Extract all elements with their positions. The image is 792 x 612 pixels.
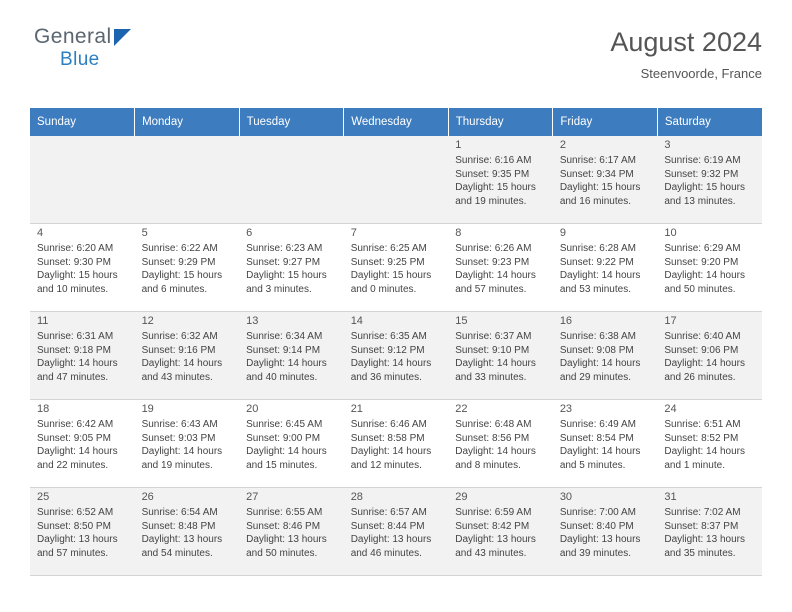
day-info-line: Sunrise: 6:19 AM — [664, 155, 741, 167]
day-info-line: Daylight: 13 hours — [559, 534, 641, 546]
calendar-day-cell[interactable] — [239, 488, 344, 576]
day-info-line: Sunrise: 7:02 AM — [664, 507, 741, 519]
calendar-day-cell[interactable] — [135, 488, 240, 576]
page-header — [30, 26, 762, 98]
day-number: 14 — [350, 315, 363, 327]
weekday-header-wednesday: Wednesday — [344, 108, 449, 136]
calendar-body — [30, 136, 762, 576]
day-number: 22 — [455, 403, 468, 415]
day-info-line: and 5 minutes. — [559, 459, 626, 471]
day-info-line: and 1 minute. — [664, 459, 725, 471]
day-info-line: Daylight: 14 hours — [37, 446, 118, 458]
day-info-line: Sunset: 8:56 PM — [455, 432, 530, 444]
day-info-line: and 39 minutes. — [559, 547, 631, 559]
day-info-line: and 46 minutes. — [350, 547, 422, 559]
day-info-line: Daylight: 14 hours — [664, 446, 745, 458]
day-info-line: Sunrise: 6:43 AM — [141, 419, 218, 431]
day-info-line: and 19 minutes. — [455, 195, 527, 207]
day-info-line: Daylight: 15 hours — [664, 182, 745, 194]
day-info-line: Daylight: 14 hours — [141, 358, 223, 370]
weekday-header-tuesday: Tuesday — [239, 108, 344, 136]
day-info-line: Sunset: 9:30 PM — [37, 256, 111, 268]
flag-icon — [114, 29, 131, 46]
day-info-line: and 40 minutes. — [246, 371, 318, 383]
day-number: 24 — [664, 403, 677, 415]
day-number: 21 — [350, 403, 363, 415]
calendar-day-cell[interactable] — [553, 224, 658, 312]
day-info-line: Daylight: 13 hours — [37, 534, 118, 546]
day-number: 26 — [141, 491, 154, 503]
page-subtitle: Steenvoorde, France — [640, 66, 762, 81]
day-info-line: and 50 minutes. — [664, 283, 736, 295]
day-info-line: Sunset: 8:48 PM — [141, 520, 216, 532]
day-number: 5 — [141, 227, 148, 239]
day-info-line: Sunset: 9:27 PM — [246, 256, 321, 268]
day-number: 23 — [559, 403, 573, 415]
day-info-line: Sunrise: 6:52 AM — [37, 507, 114, 519]
day-info-line: Sunrise: 6:16 AM — [455, 155, 532, 167]
day-info-line: Sunrise: 6:29 AM — [664, 243, 741, 255]
calendar-day-cell[interactable] — [657, 224, 762, 312]
day-info-line: Sunset: 9:18 PM — [37, 344, 111, 356]
day-number: 28 — [350, 491, 363, 503]
calendar-week-row — [30, 224, 762, 312]
day-info-line: Sunrise: 6:51 AM — [664, 419, 741, 431]
day-info-line: Sunset: 8:40 PM — [559, 520, 634, 532]
day-info-line: Sunrise: 6:32 AM — [141, 331, 218, 343]
calendar-day-cell[interactable] — [448, 136, 553, 224]
day-info-line: and 16 minutes. — [559, 195, 631, 207]
day-info-line: Daylight: 14 hours — [664, 358, 745, 370]
day-number: 1 — [455, 139, 462, 151]
day-info-line: and 57 minutes. — [37, 547, 109, 559]
day-info-line: and 47 minutes. — [37, 371, 109, 383]
day-info-line: Daylight: 14 hours — [664, 270, 745, 282]
day-info-line: Sunset: 8:37 PM — [664, 520, 739, 532]
day-info-line: and 29 minutes. — [559, 371, 631, 383]
logo-blue-text: Blue — [60, 49, 100, 70]
day-info-line: Sunset: 8:44 PM — [350, 520, 425, 532]
calendar-day-cell[interactable] — [553, 488, 658, 576]
day-info-line: Sunrise: 6:34 AM — [246, 331, 323, 343]
day-info-line: and 6 minutes. — [141, 283, 208, 295]
day-info-line: Sunrise: 6:45 AM — [246, 419, 323, 431]
day-info-line: Sunset: 9:29 PM — [141, 256, 216, 268]
day-number: 9 — [559, 227, 566, 239]
calendar-week-row — [30, 136, 762, 224]
day-info-line: and 8 minutes. — [455, 459, 521, 471]
weekday-header-saturday: Saturday — [657, 108, 762, 136]
day-info-line: Sunset: 8:50 PM — [37, 520, 111, 532]
day-info-line: Daylight: 15 hours — [559, 182, 641, 194]
calendar-day-cell[interactable] — [30, 400, 135, 488]
calendar-day-cell[interactable] — [135, 312, 240, 400]
day-info-line: Sunrise: 6:25 AM — [350, 243, 427, 255]
day-info-line: Sunset: 9:05 PM — [37, 432, 111, 444]
day-info-line: Sunset: 8:54 PM — [559, 432, 634, 444]
day-number: 4 — [37, 227, 44, 239]
day-info-line: Daylight: 13 hours — [141, 534, 223, 546]
logo-top-row — [34, 26, 131, 48]
day-info-line: Sunrise: 6:37 AM — [455, 331, 532, 343]
day-info-line: and 22 minutes. — [37, 459, 109, 471]
calendar-day-cell[interactable] — [553, 400, 658, 488]
day-info-line: Sunset: 9:25 PM — [350, 256, 425, 268]
calendar-day-cell[interactable] — [448, 488, 553, 576]
day-number: 10 — [664, 227, 677, 239]
day-info-line: and 15 minutes. — [246, 459, 318, 471]
calendar-day-cell[interactable] — [657, 136, 762, 224]
day-number: 13 — [246, 315, 259, 327]
calendar-day-cell[interactable] — [657, 312, 762, 400]
day-number: 25 — [37, 491, 50, 503]
day-info-line: Sunset: 9:34 PM — [559, 168, 634, 180]
day-number: 19 — [141, 403, 154, 415]
day-info-line: Daylight: 14 hours — [141, 446, 223, 458]
day-info-line: Daylight: 13 hours — [664, 534, 745, 546]
day-info-line: Daylight: 14 hours — [246, 358, 327, 370]
day-number: 8 — [455, 227, 462, 239]
day-info-line: Daylight: 14 hours — [455, 358, 536, 370]
calendar-day-cell[interactable] — [657, 488, 762, 576]
day-number: 16 — [559, 315, 573, 327]
calendar-day-cell-empty — [135, 136, 240, 224]
day-info-line: and 10 minutes. — [37, 283, 109, 295]
day-info-line: and 19 minutes. — [141, 459, 213, 471]
day-info-line: Sunset: 9:06 PM — [664, 344, 739, 356]
day-info-line: and 35 minutes. — [664, 547, 736, 559]
day-number: 20 — [246, 403, 259, 415]
day-info-line: Sunrise: 6:28 AM — [559, 243, 636, 255]
calendar-day-cell[interactable] — [135, 224, 240, 312]
weekday-header-thursday: Thursday — [448, 108, 553, 136]
day-info-line: and 13 minutes. — [664, 195, 736, 207]
day-info-line: and 0 minutes. — [350, 283, 417, 295]
day-info-line: Sunrise: 6:40 AM — [664, 331, 741, 343]
calendar-header-row — [30, 108, 762, 136]
calendar-day-cell[interactable] — [30, 312, 135, 400]
day-info-line: Sunset: 9:03 PM — [141, 432, 216, 444]
day-info-line: Daylight: 14 hours — [559, 270, 641, 282]
day-number: 6 — [246, 227, 253, 239]
day-info-line: Sunrise: 6:57 AM — [350, 507, 427, 519]
day-info-line: Sunset: 8:46 PM — [246, 520, 321, 532]
day-info-line: and 33 minutes. — [455, 371, 527, 383]
day-info-line: Sunset: 9:10 PM — [455, 344, 530, 356]
day-info-line: Sunrise: 6:59 AM — [455, 507, 532, 519]
calendar-week-row — [30, 312, 762, 400]
day-info-line: Daylight: 13 hours — [350, 534, 432, 546]
calendar-day-cell[interactable] — [135, 400, 240, 488]
calendar-day-cell[interactable] — [239, 312, 344, 400]
day-number: 3 — [664, 139, 671, 151]
day-number: 2 — [559, 139, 566, 151]
logo[interactable] — [30, 26, 131, 71]
day-info-line: Sunrise: 6:22 AM — [141, 243, 218, 255]
day-info-line: Sunrise: 6:31 AM — [37, 331, 114, 343]
day-info-line: Daylight: 14 hours — [455, 446, 536, 458]
day-info-line: Sunrise: 6:26 AM — [455, 243, 532, 255]
day-info-line: Sunrise: 6:38 AM — [559, 331, 636, 343]
day-info-line: Sunrise: 6:54 AM — [141, 507, 218, 519]
day-number: 29 — [455, 491, 468, 503]
day-number: 15 — [455, 315, 468, 327]
calendar-day-cell[interactable] — [344, 400, 449, 488]
day-info-line: Sunrise: 7:00 AM — [559, 507, 636, 519]
calendar-day-cell-empty — [344, 136, 449, 224]
calendar-day-cell[interactable] — [448, 224, 553, 312]
day-info-line: Sunset: 9:20 PM — [664, 256, 739, 268]
calendar-day-cell[interactable] — [30, 488, 135, 576]
day-info-line: Daylight: 14 hours — [350, 446, 432, 458]
day-info-line: Sunset: 9:08 PM — [559, 344, 634, 356]
calendar-day-cell[interactable] — [657, 400, 762, 488]
day-info-line: Sunrise: 6:35 AM — [350, 331, 427, 343]
day-number: 7 — [350, 227, 357, 239]
calendar-day-cell[interactable] — [239, 400, 344, 488]
day-info-line: and 26 minutes. — [664, 371, 736, 383]
calendar-week-row — [30, 488, 762, 576]
day-info-line: Daylight: 14 hours — [350, 358, 432, 370]
day-info-line: and 12 minutes. — [350, 459, 422, 471]
day-info-line: Sunset: 8:52 PM — [664, 432, 739, 444]
day-info-line: Daylight: 15 hours — [246, 270, 327, 282]
day-info-line: Daylight: 15 hours — [350, 270, 432, 282]
day-info-line: Daylight: 14 hours — [559, 446, 641, 458]
day-info-line: Sunrise: 6:42 AM — [37, 419, 114, 431]
calendar-day-cell[interactable] — [239, 224, 344, 312]
day-info-line: and 3 minutes. — [246, 283, 312, 295]
day-info-line: Daylight: 14 hours — [37, 358, 118, 370]
day-info-line: Sunset: 9:12 PM — [350, 344, 425, 356]
calendar-day-cell[interactable] — [344, 224, 449, 312]
weekday-header-friday: Friday — [553, 108, 658, 136]
calendar-week-row — [30, 400, 762, 488]
day-info-line: Daylight: 14 hours — [559, 358, 641, 370]
day-info-line: and 57 minutes. — [455, 283, 527, 295]
day-info-line: Sunset: 9:00 PM — [246, 432, 321, 444]
day-info-line: Sunset: 8:42 PM — [455, 520, 530, 532]
calendar-day-cell[interactable] — [448, 400, 553, 488]
day-number: 12 — [141, 315, 154, 327]
day-number: 11 — [37, 315, 49, 327]
day-info-line: and 43 minutes. — [141, 371, 213, 383]
day-info-line: Sunset: 9:32 PM — [664, 168, 739, 180]
day-info-line: Daylight: 15 hours — [37, 270, 118, 282]
calendar-day-cell-empty — [239, 136, 344, 224]
day-info-line: Sunset: 9:16 PM — [141, 344, 216, 356]
calendar-day-cell[interactable] — [344, 312, 449, 400]
day-info-line: Daylight: 15 hours — [141, 270, 223, 282]
day-info-line: and 50 minutes. — [246, 547, 318, 559]
calendar-day-cell[interactable] — [553, 136, 658, 224]
calendar-table — [30, 108, 762, 576]
day-info-line: Sunrise: 6:17 AM — [559, 155, 636, 167]
day-info-line: Sunrise: 6:55 AM — [246, 507, 323, 519]
day-info-line: Daylight: 13 hours — [455, 534, 536, 546]
calendar-day-cell[interactable] — [30, 224, 135, 312]
day-info-line: Daylight: 14 hours — [455, 270, 536, 282]
calendar-day-cell[interactable] — [553, 312, 658, 400]
calendar-day-cell-empty — [30, 136, 135, 224]
day-info-line: Sunrise: 6:20 AM — [37, 243, 114, 255]
day-number: 30 — [559, 491, 573, 503]
title-block — [610, 26, 762, 81]
day-info-line: Sunset: 9:22 PM — [559, 256, 634, 268]
day-number: 27 — [246, 491, 259, 503]
weekday-header-monday: Monday — [135, 108, 240, 136]
day-info-line: Sunrise: 6:49 AM — [559, 419, 636, 431]
day-info-line: and 36 minutes. — [350, 371, 422, 383]
day-info-line: Daylight: 15 hours — [455, 182, 536, 194]
page-title: August 2024 — [610, 27, 762, 57]
day-info-line: Daylight: 13 hours — [246, 534, 327, 546]
weekday-header-sunday: Sunday — [30, 108, 135, 136]
day-number: 31 — [664, 491, 677, 503]
day-info-line: and 53 minutes. — [559, 283, 631, 295]
day-info-line: Sunset: 9:14 PM — [246, 344, 321, 356]
day-info-line: Sunrise: 6:23 AM — [246, 243, 323, 255]
calendar-day-cell[interactable] — [344, 488, 449, 576]
day-info-line: and 54 minutes. — [141, 547, 213, 559]
day-info-line: and 43 minutes. — [455, 547, 527, 559]
day-info-line: Sunset: 9:23 PM — [455, 256, 530, 268]
day-info-line: Sunrise: 6:46 AM — [350, 419, 427, 431]
day-info-line: Sunrise: 6:48 AM — [455, 419, 532, 431]
calendar-day-cell[interactable] — [448, 312, 553, 400]
day-number: 17 — [664, 315, 677, 327]
day-info-line: Sunset: 9:35 PM — [455, 168, 530, 180]
day-info-line: Sunset: 8:58 PM — [350, 432, 425, 444]
day-number: 18 — [37, 403, 50, 415]
day-info-line: Daylight: 14 hours — [246, 446, 327, 458]
logo-general-text: General — [34, 25, 112, 48]
